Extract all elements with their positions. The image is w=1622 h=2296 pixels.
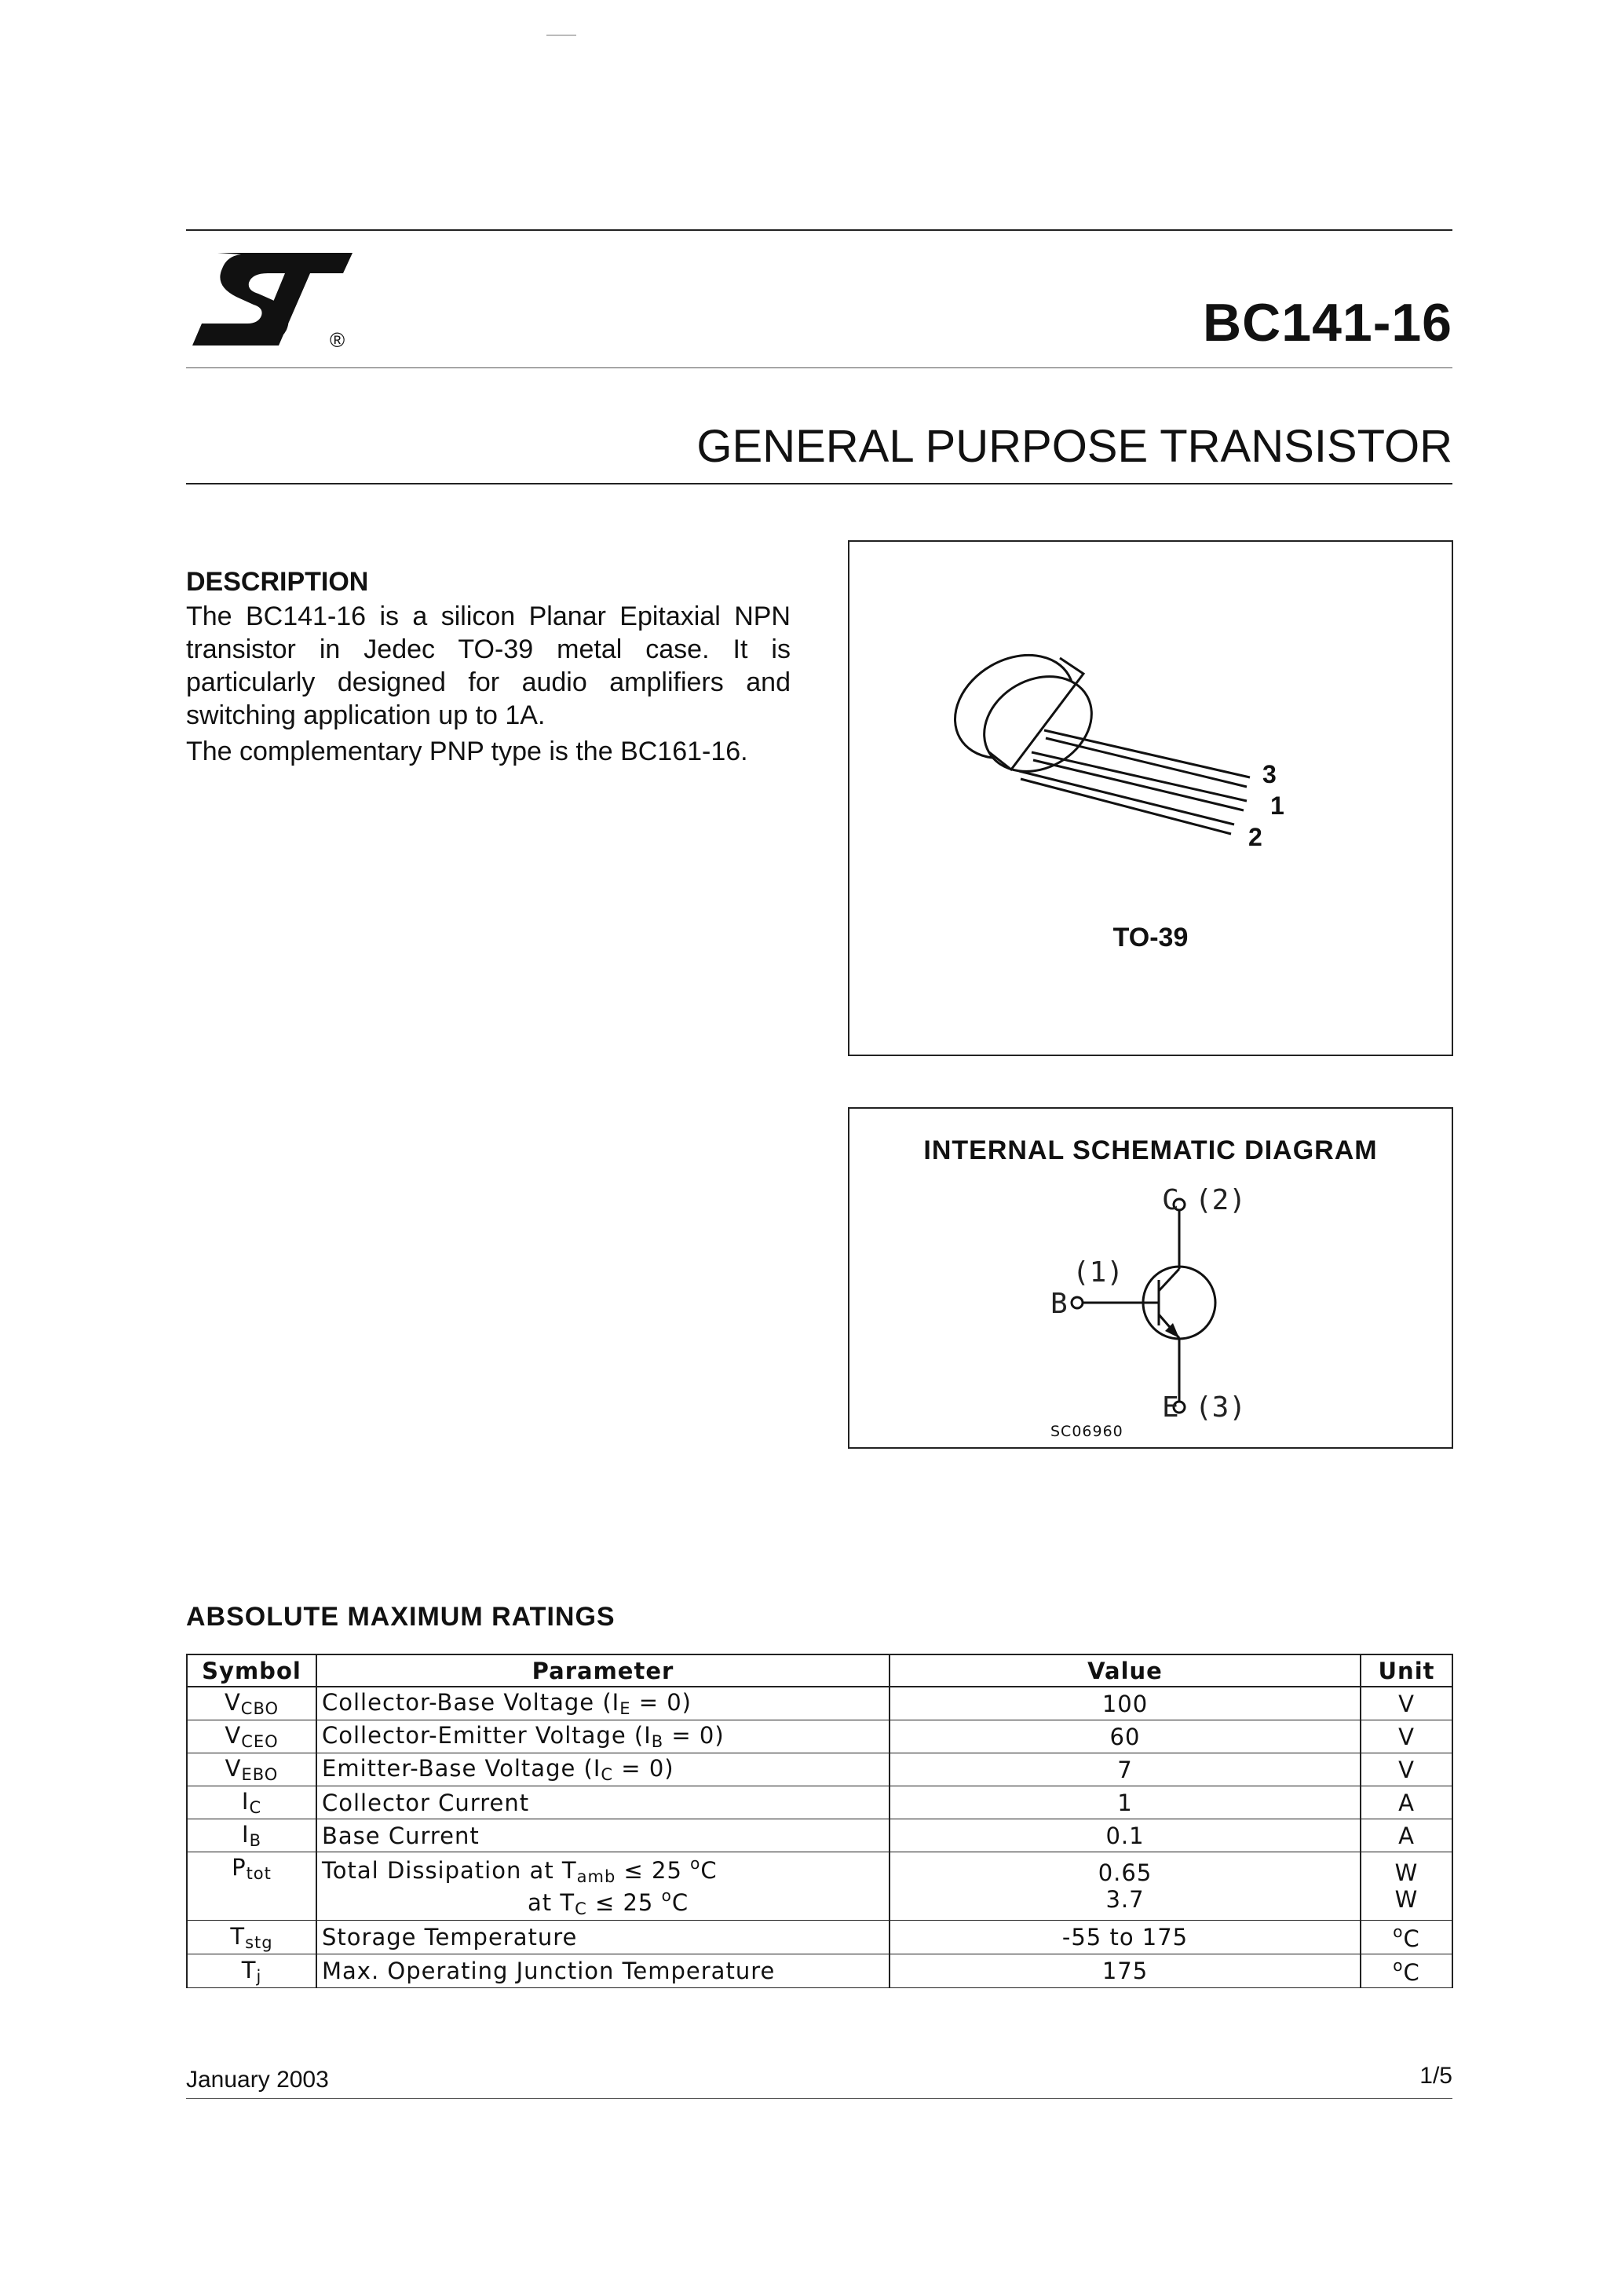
pin-label: 3 [1262, 760, 1277, 788]
symbol-cell: $V_{CEO}$ [187, 1720, 316, 1753]
parameter-cell: Base Current [316, 1819, 890, 1852]
symbol-cell: $T_{stg}$ [187, 1921, 316, 1954]
value-cell: 7 [890, 1753, 1361, 1786]
schematic-title: INTERNAL SCHEMATIC DIAGRAM [923, 1135, 1378, 1165]
table-header-row [187, 1654, 1452, 1687]
symbol-cell: $T_j$ [187, 1954, 316, 1988]
title-rule [186, 483, 1452, 484]
to39-package-drawing [849, 542, 1452, 1055]
value-cell: 60 [890, 1720, 1361, 1753]
registered-mark: ® [330, 328, 345, 352]
page-number: 1/5 [1419, 2063, 1452, 2089]
symbol-cell: $I_B$ [187, 1819, 316, 1852]
column-header: Symbol [187, 1654, 316, 1687]
unit-cell: V [1361, 1753, 1452, 1786]
parameter-cell: Collector-Base Voltage $(I_E = 0)$ [316, 1687, 890, 1720]
emitter-label: E [1162, 1391, 1179, 1424]
base-pin-label: (1) [1072, 1256, 1124, 1289]
collector-pin-label: (2) [1195, 1184, 1247, 1216]
column-header: Parameter [316, 1654, 890, 1687]
pin-label: 2 [1248, 823, 1262, 851]
ratings-table [186, 1654, 1453, 1988]
table-row [187, 1954, 1452, 1988]
emitter-pin-label: (3) [1195, 1391, 1247, 1424]
document-title: GENERAL PURPOSE TRANSISTOR [696, 421, 1452, 472]
footer-date: January 2003 [186, 2067, 329, 2093]
header-rule [186, 367, 1452, 368]
parameter-cell: Total Dissipation at $T_{amb} \le 25$ $^o$C at $T_C \le 25$ $^o$C [316, 1852, 890, 1921]
parameter-cell: Collector-Emitter Voltage $(I_B = 0)$ [316, 1720, 890, 1753]
value-cell: 0.1 [890, 1819, 1361, 1852]
unit-cell: W W [1361, 1852, 1452, 1921]
parameter-cell: Emitter-Base Voltage $(I_C = 0)$ [316, 1753, 890, 1786]
parameter-cell: Collector Current [316, 1786, 890, 1819]
package-name: TO-39 [1112, 923, 1189, 952]
column-header: Value [890, 1654, 1361, 1687]
collector-label: C [1162, 1184, 1179, 1216]
ratings-heading: ABSOLUTE MAXIMUM RATINGS [186, 1602, 616, 1632]
symbol-cell: $I_C$ [187, 1786, 316, 1819]
unit-cell: $^o$C [1361, 1954, 1452, 1988]
parameter-cell: Storage Temperature [316, 1921, 890, 1954]
value-cell: 1 [890, 1786, 1361, 1819]
description-paragraph: The BC141-16 is a silicon Planar Epitaxial NPN transistor in Jedec TO-39 metal case. It is particularly designed for audio amplifiers and switching application up to 1A. [186, 601, 791, 730]
value-cell: 175 [890, 1954, 1361, 1988]
footer-rule [186, 2098, 1452, 2099]
table-row [187, 1921, 1452, 1954]
symbol-cell: $V_{CBO}$ [187, 1687, 316, 1720]
description-text [186, 600, 791, 768]
parameter-cell: Max. Operating Junction Temperature [316, 1954, 890, 1988]
table-row [187, 1786, 1452, 1819]
symbol-cell: $P_{tot}$ [187, 1852, 316, 1921]
part-number: BC141-16 [1203, 293, 1452, 353]
schematic-code: SC06960 [1050, 1423, 1123, 1440]
table-row [187, 1852, 1452, 1921]
value-cell: 0.65 3.7 [890, 1852, 1361, 1921]
unit-cell: A [1361, 1819, 1452, 1852]
unit-cell: V [1361, 1687, 1452, 1720]
scan-mark [546, 35, 576, 36]
description-heading: DESCRIPTION [186, 567, 369, 597]
schematic-figure [848, 1107, 1453, 1449]
package-figure [848, 540, 1453, 1056]
table-row [187, 1720, 1452, 1753]
pin-label: 1 [1270, 792, 1284, 820]
unit-cell: V [1361, 1720, 1452, 1753]
table-row [187, 1819, 1452, 1852]
value-cell: 100 [890, 1687, 1361, 1720]
unit-cell: A [1361, 1786, 1452, 1819]
npn-transistor-symbol [849, 1109, 1452, 1447]
table-row [187, 1753, 1452, 1786]
table-row [187, 1687, 1452, 1720]
unit-cell: $^o$C [1361, 1921, 1452, 1954]
base-label: B [1050, 1288, 1068, 1320]
value-cell: -55 to 175 [890, 1921, 1361, 1954]
column-header: Unit [1361, 1654, 1452, 1687]
description-paragraph: The complementary PNP type is the BC161-16. [186, 737, 748, 766]
symbol-cell: $V_{EBO}$ [187, 1753, 316, 1786]
top-rule [186, 229, 1452, 231]
